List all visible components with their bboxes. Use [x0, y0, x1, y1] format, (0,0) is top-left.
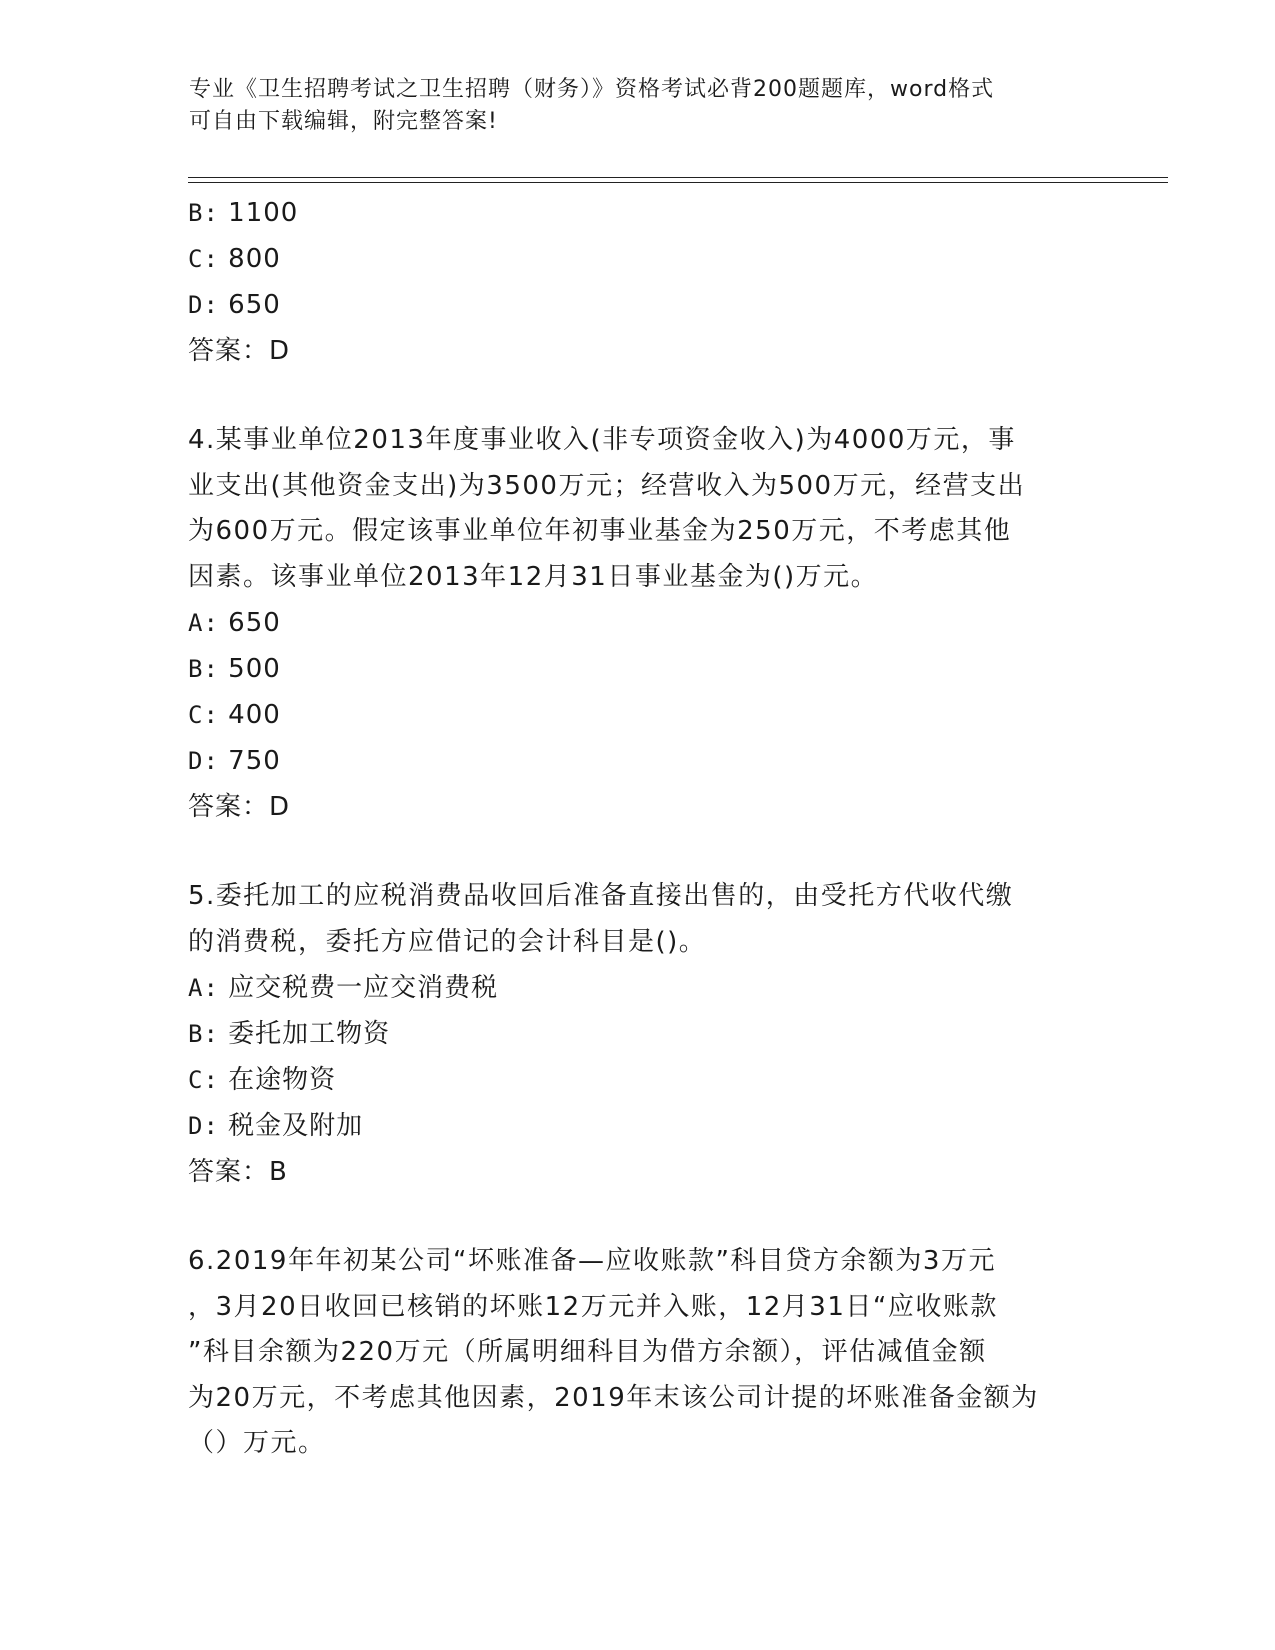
- question-4: [188, 418, 1088, 830]
- document-header: [189, 74, 1079, 138]
- header-divider: [188, 177, 1168, 183]
- option-b: B: 1100: [188, 198, 299, 228]
- question-content: [188, 190, 1088, 1467]
- question-stem: 4.某事业单位2013年度事业收入(非专项资金收入)为4000万元，事 业支出(其他资金支出)为3500万元；经营收入为500万元，经营支出 为600万元。假定该事业单位年初事业基金为250万元，不考虑其他 因素。该事业单位2013年12月31日事业基金为()万元。: [188, 425, 1026, 592]
- option-d: D: 750: [188, 746, 281, 776]
- answer-line: 答案：B: [188, 1157, 288, 1187]
- question-6: [188, 1239, 1088, 1467]
- option-d: D: 650: [188, 290, 281, 320]
- option-c: C: 800: [188, 244, 281, 274]
- question-5: [188, 874, 1088, 1195]
- question-stem: 5.委托加工的应税消费品收回后准备直接出售的，由受托方代收代缴 的消费税，委托方应借记的会计科目是()。: [188, 881, 1014, 957]
- option-a: A: 650: [188, 608, 281, 638]
- question-3-tail: [188, 190, 1088, 374]
- option-d: D: 税金及附加: [188, 1111, 364, 1141]
- header-line-1: 专业《卫生招聘考试之卫生招聘（财务）》资格考试必背200题题库，word格式: [189, 77, 995, 102]
- option-c: C: 在途物资: [188, 1065, 337, 1095]
- answer-line: 答案：D: [188, 792, 291, 822]
- option-b: B: 委托加工物资: [188, 1019, 391, 1049]
- option-c: C: 400: [188, 700, 281, 730]
- answer-line: 答案：D: [188, 336, 291, 366]
- option-a: A: 应交税费一应交消费税: [188, 973, 499, 1003]
- option-b: B: 500: [188, 654, 281, 684]
- header-line-2: 可自由下载编辑，附完整答案!: [189, 109, 498, 134]
- question-stem: 6.2019年年初某公司“坏账准备—应收账款”科目贷方余额为3万元 ，3月20日收回已核销的坏账12万元并入账，12月31日“应收账款 ”科目余额为220万元（所属明细科目为借方余额），评估减值金额 为20万元，不考虑其他因素，2019年末该公司计提的坏账准备金额为 （）万元。: [188, 1246, 1039, 1458]
